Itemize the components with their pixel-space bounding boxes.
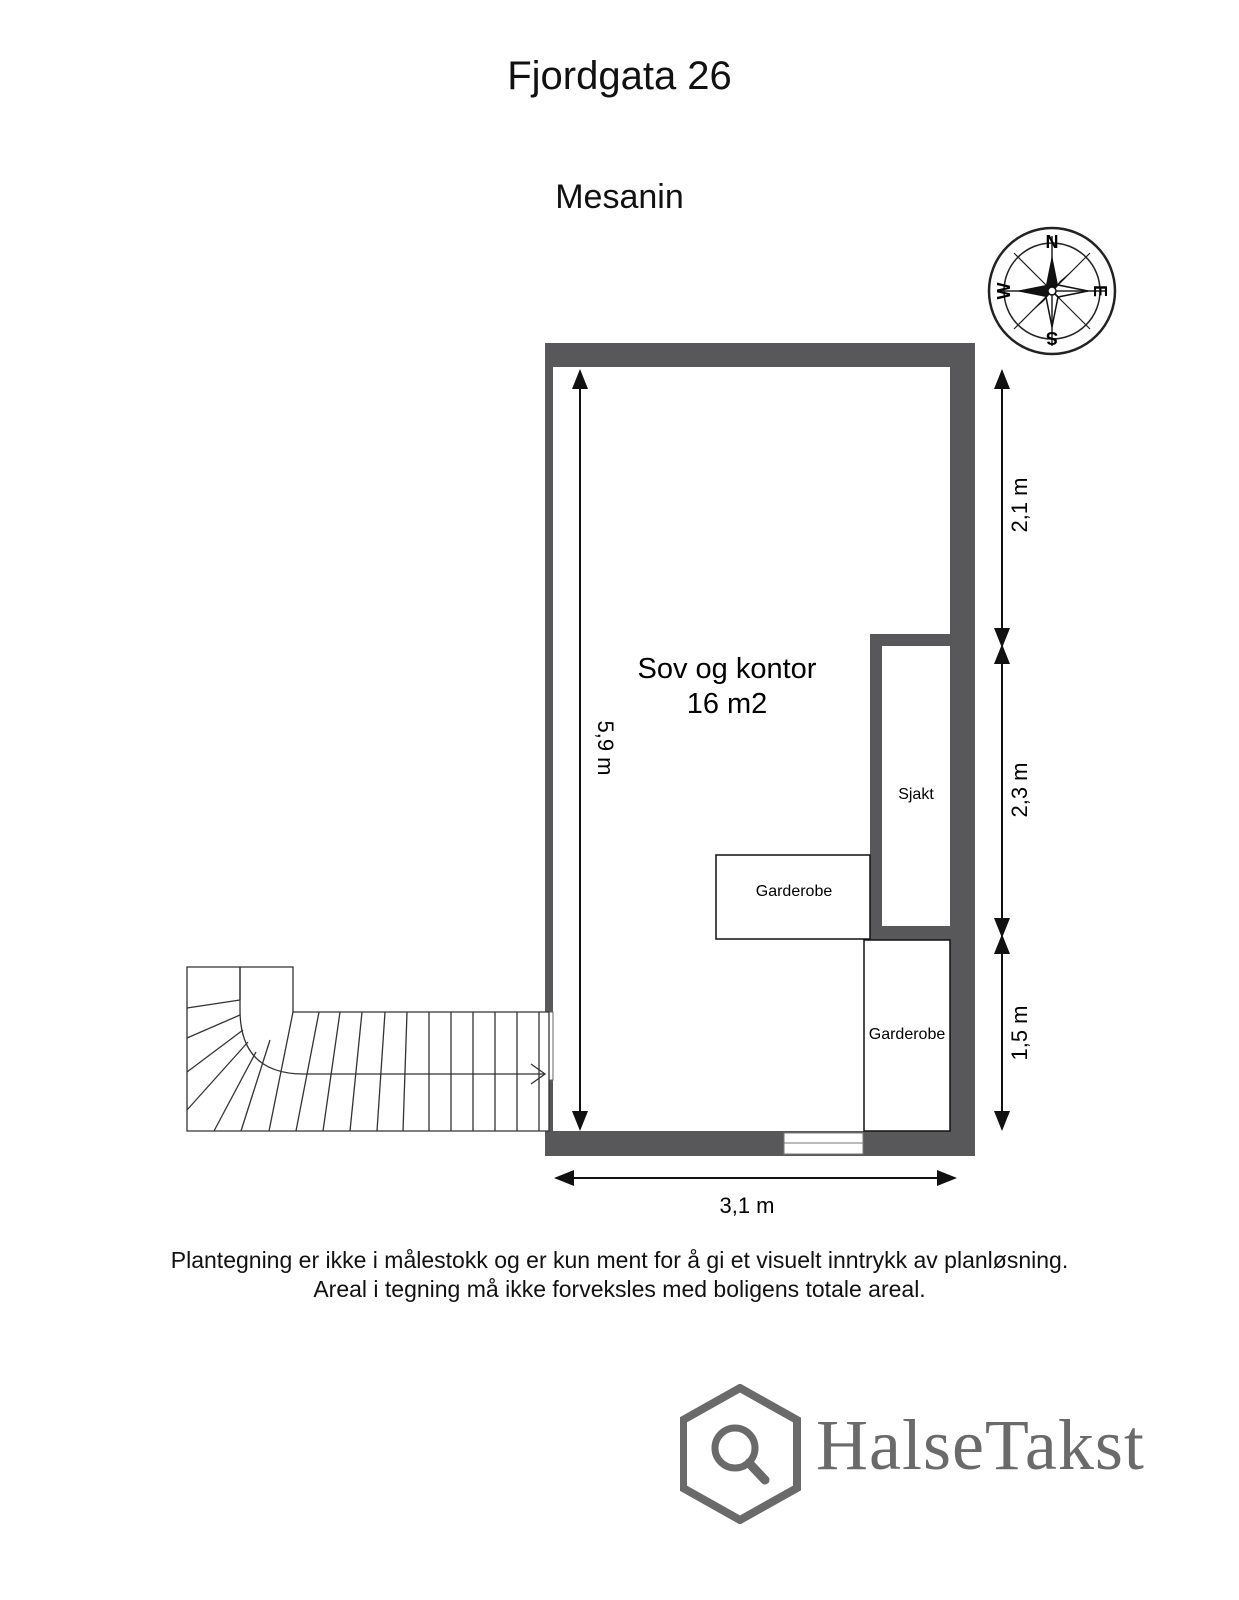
hexagon-logo-icon — [683, 1388, 797, 1520]
disclaimer-line-1: Plantegning er ikke i målestokk og er kun ment for å gi et visuelt inntrykk av planløsning. — [170, 1247, 1069, 1273]
staircase — [187, 967, 549, 1131]
disclaimer-line-2: Areal i tegning må ikke forveksles med boligens totale areal. — [313, 1276, 926, 1302]
compass-south-label: S — [1045, 328, 1059, 348]
room-name-wardrobe-2: Garderobe — [868, 1026, 946, 1043]
floor-name: Mesanin — [555, 178, 684, 216]
compass-west-label: W — [994, 282, 1014, 300]
dimension-right-top: 2,1 m — [1007, 477, 1032, 533]
dimension-right-bottom: 1,5 m — [1007, 1005, 1032, 1061]
dimension-width-bottom: 3,1 m — [719, 1193, 775, 1218]
compass-rose-icon — [989, 228, 1115, 354]
disclaimer — [0, 1246, 1239, 1304]
dimension-height-total: 5,9 m — [593, 720, 618, 776]
room-name-main: Sov og kontor — [637, 653, 817, 685]
room-name-wardrobe-1: Garderobe — [755, 883, 833, 900]
compass-east-label: E — [1090, 284, 1110, 298]
dimension-right-middle: 2,3 m — [1007, 762, 1032, 818]
logo-text: HalseTakst — [816, 1405, 1145, 1485]
room-area-main: 16 m2 — [686, 688, 768, 720]
room-name-shaft: Sjakt — [898, 786, 934, 803]
compass-north-label: N — [1045, 232, 1059, 252]
plan-title: Fjordgata 26 — [507, 54, 732, 98]
